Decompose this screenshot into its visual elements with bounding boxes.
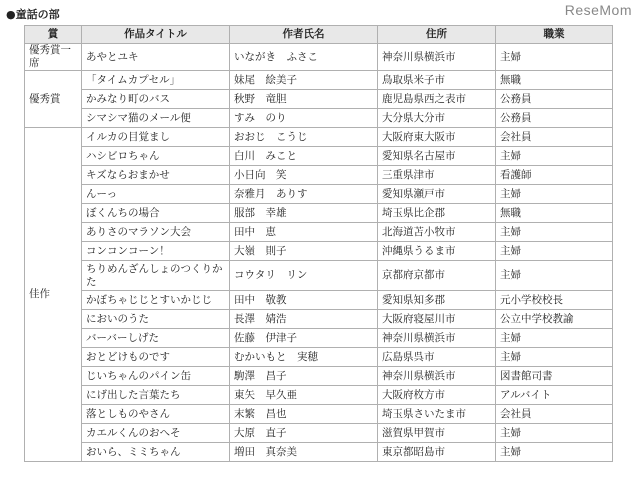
title-cell: ハシビロちゃん [82, 147, 230, 166]
author-cell: コウタリ リン [230, 261, 378, 291]
address-cell: 大阪府東大阪市 [378, 128, 496, 147]
job-cell: 図書館司書 [496, 367, 613, 386]
author-cell: 大嶺 則子 [230, 242, 378, 261]
author-cell: いながき ふさこ [230, 44, 378, 71]
author-cell: 田中 敬教 [230, 291, 378, 310]
author-cell: すみ のり [230, 109, 378, 128]
title-cell: にげ出した言葉たち [82, 386, 230, 405]
table-row [25, 329, 613, 348]
table-row [25, 386, 613, 405]
header-job: 職業 [496, 26, 613, 44]
job-cell: 元小学校校長 [496, 291, 613, 310]
job-cell: 主婦 [496, 443, 613, 462]
title-cell: バーバーしげた [82, 329, 230, 348]
table-row [25, 443, 613, 462]
table-row [25, 405, 613, 424]
address-cell: 京都府京都市 [378, 261, 496, 291]
table-row [25, 90, 613, 109]
author-cell: 服部 幸雄 [230, 204, 378, 223]
job-cell: 無職 [496, 71, 613, 90]
address-cell: 愛知県瀬戸市 [378, 185, 496, 204]
table-row [25, 223, 613, 242]
author-cell: 田中 恵 [230, 223, 378, 242]
job-cell: 主婦 [496, 348, 613, 367]
job-cell: 会社員 [496, 405, 613, 424]
address-cell: 鳥取県米子市 [378, 71, 496, 90]
header-title: 作品タイトル [82, 26, 230, 44]
table-row [25, 242, 613, 261]
table-row [25, 291, 613, 310]
job-cell: アルバイト [496, 386, 613, 405]
job-cell: 会社員 [496, 128, 613, 147]
author-cell: 白川 みこと [230, 147, 378, 166]
job-cell: 主婦 [496, 424, 613, 443]
table-row [25, 367, 613, 386]
job-cell: 公務員 [496, 109, 613, 128]
author-cell: 小日向 笑 [230, 166, 378, 185]
prize-cell: 佳作 [25, 128, 82, 462]
address-cell: 沖縄県うるま市 [378, 242, 496, 261]
prize-cell: 優秀賞 [25, 71, 82, 128]
job-cell: 主婦 [496, 44, 613, 71]
table-row [25, 109, 613, 128]
header-prize: 賞 [25, 26, 82, 44]
title-cell: においのうた [82, 310, 230, 329]
author-cell: むかいもと 実穂 [230, 348, 378, 367]
table-row [25, 147, 613, 166]
author-cell: おおじ こうじ [230, 128, 378, 147]
address-cell: 東京都昭島市 [378, 443, 496, 462]
address-cell: 鹿児島県西之表市 [378, 90, 496, 109]
job-cell: 主婦 [496, 223, 613, 242]
job-cell: 看護師 [496, 166, 613, 185]
job-cell: 主婦 [496, 185, 613, 204]
title-cell: イルカの目覚まし [82, 128, 230, 147]
header-row [25, 26, 613, 44]
title-cell: シマシマ猫のメール便 [82, 109, 230, 128]
title-cell: じいちゃんのパイン缶 [82, 367, 230, 386]
address-cell: 神奈川県横浜市 [378, 44, 496, 71]
job-cell: 公務員 [496, 90, 613, 109]
section-title: ●童話の部 [6, 8, 60, 21]
address-cell: 大分県大分市 [378, 109, 496, 128]
address-cell: 大阪府寝屋川市 [378, 310, 496, 329]
address-cell: 神奈川県横浜市 [378, 367, 496, 386]
address-cell: 埼玉県さいたま市 [378, 405, 496, 424]
table-row [25, 166, 613, 185]
header-author: 作者氏名 [230, 26, 378, 44]
table-row [25, 44, 613, 71]
author-cell: 駒澤 昌子 [230, 367, 378, 386]
job-cell: 主婦 [496, 147, 613, 166]
author-cell: 妹尾 絵美子 [230, 71, 378, 90]
author-cell: 長澤 婧浩 [230, 310, 378, 329]
job-cell: 公立中学校教諭 [496, 310, 613, 329]
table-row [25, 310, 613, 329]
title-cell: カエルくんのおへそ [82, 424, 230, 443]
job-cell: 無職 [496, 204, 613, 223]
address-cell: 神奈川県横浜市 [378, 329, 496, 348]
address-cell: 愛知県名古屋市 [378, 147, 496, 166]
address-cell: 滋賀県甲賀市 [378, 424, 496, 443]
address-cell: 広島県呉市 [378, 348, 496, 367]
header-address: 住所 [378, 26, 496, 44]
awards-table [24, 25, 613, 462]
table-row [25, 261, 613, 291]
prize-cell: 優秀賞一席 [25, 44, 82, 71]
author-cell: 増田 真奈美 [230, 443, 378, 462]
address-cell: 大阪府枚方市 [378, 386, 496, 405]
table-row [25, 185, 613, 204]
author-cell: 秋野 竜胆 [230, 90, 378, 109]
author-cell: 奈雅月 ありす [230, 185, 378, 204]
table-row [25, 128, 613, 147]
title-cell: あやとユキ [82, 44, 230, 71]
title-cell: おとどけものです [82, 348, 230, 367]
job-cell: 主婦 [496, 329, 613, 348]
table-row [25, 204, 613, 223]
title-cell: コンコンコーン！ [82, 242, 230, 261]
site-logo[interactable]: ReseMom [564, 2, 632, 18]
title-cell: ありさのマラソン大会 [82, 223, 230, 242]
table-row [25, 71, 613, 90]
title-cell: ちりめんざんしょのつくりかた [82, 261, 230, 291]
title-cell: かぼちゃじじとすいかじじ [82, 291, 230, 310]
job-cell: 主婦 [496, 261, 613, 291]
author-cell: 大原 直子 [230, 424, 378, 443]
awards-body [25, 44, 613, 462]
table-row [25, 424, 613, 443]
table-row [25, 348, 613, 367]
title-cell: んーっ [82, 185, 230, 204]
title-cell: かみなり町のバス [82, 90, 230, 109]
title-cell: 「タイムカプセル」 [82, 71, 230, 90]
title-cell: 落としものやさん [82, 405, 230, 424]
author-cell: 佐藤 伊津子 [230, 329, 378, 348]
address-cell: 埼玉県比企郡 [378, 204, 496, 223]
address-cell: 愛知県知多郡 [378, 291, 496, 310]
author-cell: 東矢 早久亜 [230, 386, 378, 405]
title-cell: ぼくんちの場合 [82, 204, 230, 223]
address-cell: 三重県津市 [378, 166, 496, 185]
author-cell: 末繁 昌也 [230, 405, 378, 424]
title-cell: おいら、ミミちゃん [82, 443, 230, 462]
title-cell: キズならおまかせ [82, 166, 230, 185]
address-cell: 北海道苫小牧市 [378, 223, 496, 242]
job-cell: 主婦 [496, 242, 613, 261]
